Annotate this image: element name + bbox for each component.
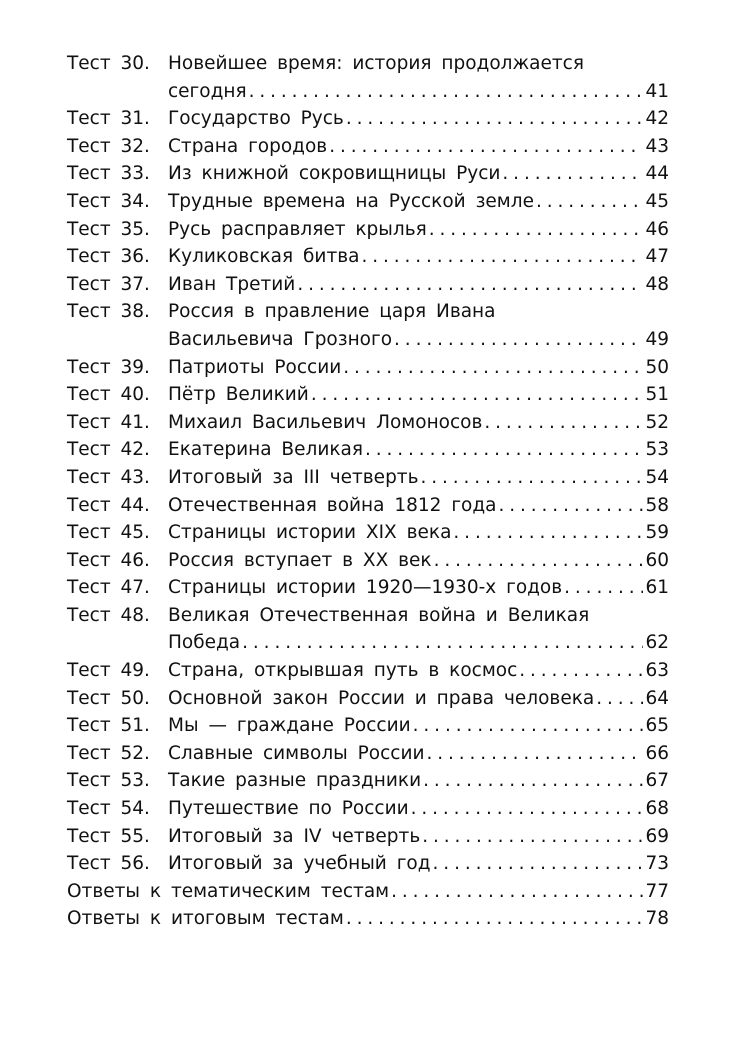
toc-entry[interactable] bbox=[67, 133, 669, 161]
toc-entry-page-number: 66 bbox=[645, 742, 669, 764]
toc-entry-number: Тест 35. bbox=[67, 218, 150, 240]
toc-entry-number: Тест 52. bbox=[67, 742, 150, 764]
toc-entry-title: Ответы к тематическим тестам bbox=[67, 880, 390, 902]
toc-entry-number: Тест 55. bbox=[67, 825, 150, 847]
toc-entry-body bbox=[67, 574, 669, 602]
toc-entry-number: Тест 54. bbox=[67, 798, 150, 820]
toc-entry-number: Тест 30. bbox=[67, 53, 150, 74]
dot-leader bbox=[596, 685, 643, 713]
toc-entry-last-line bbox=[67, 878, 669, 906]
toc-entry-body bbox=[67, 50, 669, 105]
toc-entry-last-line bbox=[168, 629, 669, 657]
toc-entry[interactable] bbox=[67, 795, 669, 823]
toc-entry-page-number: 45 bbox=[645, 190, 669, 212]
toc-entry[interactable] bbox=[67, 657, 669, 685]
toc-entry-last-line bbox=[168, 492, 669, 520]
dot-leader bbox=[391, 878, 643, 906]
toc-entry-last-line bbox=[168, 823, 669, 851]
toc-entry[interactable] bbox=[67, 298, 669, 353]
toc-entry-title: Екатерина Великая bbox=[168, 439, 363, 461]
toc-entry[interactable] bbox=[67, 354, 669, 382]
toc-entry[interactable] bbox=[67, 436, 669, 464]
toc-entry-title: Ответы к итоговым тестам bbox=[67, 908, 344, 930]
dot-leader bbox=[394, 326, 643, 354]
dot-leader bbox=[346, 105, 644, 133]
toc-entry-page-number: 53 bbox=[645, 439, 669, 461]
toc-entry-title: Страна, открывшая путь в космос bbox=[168, 660, 518, 682]
dot-leader bbox=[365, 436, 643, 464]
toc-entry[interactable] bbox=[67, 188, 669, 216]
toc-entry-page-number: 60 bbox=[645, 549, 669, 571]
toc-entry[interactable] bbox=[67, 850, 669, 878]
toc-entry[interactable] bbox=[67, 105, 669, 133]
dot-leader bbox=[329, 133, 643, 161]
toc-entry-title: Итоговый за III четверть bbox=[168, 466, 419, 488]
toc-entry-title: Из книжной сокровищницы Руси bbox=[168, 163, 501, 185]
toc-entry-page-number: 42 bbox=[645, 108, 669, 130]
toc-entry-title: Пётр Великий bbox=[168, 384, 309, 406]
toc-entry[interactable] bbox=[67, 823, 669, 851]
dot-leader bbox=[422, 823, 643, 851]
toc-entry-title-line: Великая Отечественная война и Великая bbox=[168, 604, 590, 626]
toc-entry-last-line bbox=[168, 409, 669, 437]
toc-entry-number: Тест 37. bbox=[67, 273, 150, 295]
toc-entry-title-line: Россия в правление царя Ивана bbox=[168, 301, 496, 323]
dot-leader bbox=[343, 354, 643, 382]
dot-leader bbox=[429, 216, 644, 244]
toc-entry-last-line bbox=[168, 188, 669, 216]
toc-entry-body bbox=[67, 878, 669, 906]
toc-entry-number: Тест 33. bbox=[67, 163, 150, 185]
toc-entry-page-number: 62 bbox=[645, 632, 669, 654]
toc-entry-body bbox=[67, 767, 669, 795]
toc-entry-body bbox=[67, 602, 669, 657]
dot-leader bbox=[361, 243, 643, 271]
toc-entry-body bbox=[67, 216, 669, 244]
toc-entry-body bbox=[67, 188, 669, 216]
toc-entry-body bbox=[67, 271, 669, 299]
toc-entry[interactable] bbox=[67, 381, 669, 409]
toc-entry[interactable] bbox=[67, 767, 669, 795]
toc-entry-title: Трудные времена на Русской земле bbox=[168, 190, 534, 212]
toc-entry-body bbox=[67, 519, 669, 547]
toc-entry-page-number: 63 bbox=[645, 660, 669, 682]
toc-entry-page-number: 43 bbox=[645, 135, 669, 157]
toc-entry-page-number: 52 bbox=[645, 411, 669, 433]
toc-entry-title: Куликовская битва bbox=[168, 246, 360, 268]
toc-entry-title: Мы — граждане России bbox=[168, 715, 411, 737]
toc-entry-page-number: 64 bbox=[645, 687, 669, 709]
toc-entry[interactable] bbox=[67, 409, 669, 437]
toc-entry-number: Тест 44. bbox=[67, 494, 150, 516]
toc-entry-last-line bbox=[168, 243, 669, 271]
toc-entry-number: Тест 48. bbox=[67, 604, 150, 626]
dot-leader bbox=[427, 740, 644, 768]
toc-entry-page-number: 77 bbox=[645, 880, 669, 902]
toc-entry-number: Тест 56. bbox=[67, 853, 150, 875]
toc-entry[interactable] bbox=[67, 243, 669, 271]
toc-entry-body bbox=[67, 243, 669, 271]
dot-leader bbox=[433, 850, 644, 878]
toc-entry-title: Победа bbox=[168, 632, 241, 654]
toc-entry-title: Основной закон России и права человека bbox=[168, 687, 595, 709]
toc-entry-number: Тест 36. bbox=[67, 246, 150, 268]
toc-entry-last-line bbox=[168, 850, 669, 878]
toc-entry-body bbox=[67, 712, 669, 740]
toc-entry-page-number: 58 bbox=[645, 494, 669, 516]
toc-entry-page-number: 73 bbox=[645, 853, 669, 875]
toc-entry-body bbox=[67, 464, 669, 492]
dot-leader bbox=[434, 547, 644, 575]
toc-entry[interactable] bbox=[67, 712, 669, 740]
toc-entry-last-line bbox=[168, 381, 669, 409]
toc-entry-title: Иван Третий bbox=[168, 273, 296, 295]
toc-entry-last-line bbox=[168, 133, 669, 161]
dot-leader bbox=[411, 795, 644, 823]
toc-entry[interactable] bbox=[67, 271, 669, 299]
toc-entry-last-line bbox=[168, 740, 669, 768]
toc-entry[interactable] bbox=[67, 602, 669, 657]
toc-entry-last-line bbox=[168, 712, 669, 740]
dot-leader bbox=[536, 188, 643, 216]
toc-entry-page-number: 69 bbox=[645, 825, 669, 847]
toc-entry-title: Славные символы России bbox=[168, 742, 425, 764]
toc-entry-body bbox=[67, 657, 669, 685]
toc-entry-last-line bbox=[168, 78, 669, 106]
toc-entry-page-number: 41 bbox=[645, 80, 669, 102]
dot-leader bbox=[423, 767, 643, 795]
toc-entry-number: Тест 31. bbox=[67, 108, 150, 130]
toc-entry-body bbox=[67, 685, 669, 713]
dot-leader bbox=[421, 464, 644, 492]
toc-entry-number: Тест 45. bbox=[67, 522, 150, 544]
toc-entry-body bbox=[67, 381, 669, 409]
toc-entry-page-number: 65 bbox=[645, 715, 669, 737]
toc-entry[interactable] bbox=[67, 492, 669, 520]
toc-entry-last-line bbox=[168, 574, 669, 602]
toc-entry[interactable] bbox=[67, 878, 669, 906]
toc-entry-body bbox=[67, 298, 669, 353]
toc-entry-body bbox=[67, 160, 669, 188]
toc-entry-title: Михаил Васильевич Ломоносов bbox=[168, 411, 483, 433]
toc-entry-last-line bbox=[168, 657, 669, 685]
toc-entry-page-number: 46 bbox=[645, 218, 669, 240]
table-of-contents bbox=[67, 50, 669, 933]
toc-entry-title: Страна городов bbox=[168, 135, 328, 157]
toc-entry-body bbox=[67, 850, 669, 878]
toc-entry-last-line bbox=[168, 216, 669, 244]
toc-entry-page-number: 47 bbox=[645, 246, 669, 268]
dot-leader bbox=[484, 409, 643, 437]
toc-entry-title: Такие разные праздники bbox=[168, 770, 422, 792]
toc-entry-number: Тест 53. bbox=[67, 770, 150, 792]
dot-leader bbox=[242, 629, 643, 657]
toc-entry-title-line: Новейшее время: история продолжается bbox=[168, 53, 584, 74]
toc-entry-number: Тест 46. bbox=[67, 549, 150, 571]
toc-entry-title: Россия вступает в XX век bbox=[168, 549, 432, 571]
dot-leader bbox=[413, 712, 644, 740]
toc-entry-title: Страницы истории 1920—1930-х годов bbox=[168, 577, 563, 599]
toc-entry-title: Путешествие по России bbox=[168, 798, 409, 820]
toc-entry-number: Тест 42. bbox=[67, 439, 150, 461]
toc-entry[interactable] bbox=[67, 685, 669, 713]
toc-entry-last-line bbox=[168, 105, 669, 133]
toc-entry-last-line bbox=[168, 160, 669, 188]
toc-entry-last-line bbox=[168, 519, 669, 547]
toc-entry-body bbox=[67, 409, 669, 437]
toc-entry-body bbox=[67, 492, 669, 520]
toc-entry-body bbox=[67, 823, 669, 851]
toc-entry-number: Тест 47. bbox=[67, 577, 150, 599]
toc-entry-page-number: 50 bbox=[645, 356, 669, 378]
toc-entry-number: Тест 39. bbox=[67, 356, 150, 378]
toc-entry-last-line bbox=[168, 271, 669, 299]
toc-entry-number: Тест 40. bbox=[67, 384, 150, 406]
toc-entry-body bbox=[67, 740, 669, 768]
toc-entry-page-number: 49 bbox=[645, 328, 669, 350]
toc-entry-body bbox=[67, 795, 669, 823]
toc-entry-title: Патриоты России bbox=[168, 356, 342, 378]
toc-entry-last-line bbox=[168, 685, 669, 713]
toc-entry[interactable] bbox=[67, 519, 669, 547]
toc-entry-number: Тест 38. bbox=[67, 301, 150, 323]
toc-entry-page-number: 48 bbox=[645, 273, 669, 295]
toc-entry-title: Страницы истории XIX века bbox=[168, 522, 452, 544]
toc-entry-title: Итоговый за учебный год bbox=[168, 853, 431, 875]
toc-entry-body bbox=[67, 105, 669, 133]
dot-leader bbox=[519, 657, 643, 685]
toc-entry-title: Государство Русь bbox=[168, 108, 344, 130]
toc-entry-last-line bbox=[168, 547, 669, 575]
toc-entry-number: Тест 50. bbox=[67, 687, 150, 709]
toc-entry-last-line bbox=[168, 795, 669, 823]
toc-entry-title: Русь расправляет крылья bbox=[168, 218, 427, 240]
toc-entry-last-line bbox=[168, 436, 669, 464]
toc-entry-title: Васильевича Грозного bbox=[168, 328, 393, 350]
toc-entry-body bbox=[67, 133, 669, 161]
toc-entry-page-number: 67 bbox=[645, 770, 669, 792]
toc-entry-last-line bbox=[168, 354, 669, 382]
toc-entry-body bbox=[67, 905, 669, 933]
dot-leader bbox=[502, 160, 643, 188]
toc-entry-number: Тест 49. bbox=[67, 660, 150, 682]
toc-entry-last-line bbox=[168, 326, 669, 354]
toc-entry-number: Тест 51. bbox=[67, 715, 150, 737]
toc-entry[interactable] bbox=[67, 574, 669, 602]
toc-entry[interactable] bbox=[67, 547, 669, 575]
toc-entry-page-number: 44 bbox=[645, 163, 669, 185]
toc-entry-page-number: 51 bbox=[645, 384, 669, 406]
toc-entry-number: Тест 32. bbox=[67, 135, 150, 157]
dot-leader bbox=[564, 574, 643, 602]
toc-entry-page-number: 78 bbox=[645, 908, 669, 930]
toc-entry-page-number: 54 bbox=[645, 466, 669, 488]
toc-entry-title: сегодня bbox=[168, 80, 247, 102]
toc-entry-body bbox=[67, 354, 669, 382]
dot-leader bbox=[311, 381, 644, 409]
toc-entry-number: Тест 41. bbox=[67, 411, 150, 433]
toc-entry-title: Итоговый за IV четверть bbox=[168, 825, 421, 847]
toc-entry-number: Тест 34. bbox=[67, 190, 150, 212]
toc-entry[interactable] bbox=[67, 160, 669, 188]
toc-entry[interactable] bbox=[67, 905, 669, 933]
dot-leader bbox=[249, 78, 644, 106]
toc-entry-body bbox=[67, 547, 669, 575]
toc-entry[interactable] bbox=[67, 464, 669, 492]
toc-entry[interactable] bbox=[67, 50, 669, 105]
dot-leader bbox=[346, 905, 644, 933]
toc-entry-last-line bbox=[67, 905, 669, 933]
toc-entry-last-line bbox=[168, 767, 669, 795]
toc-entry-number: Тест 43. bbox=[67, 466, 150, 488]
toc-entry[interactable] bbox=[67, 216, 669, 244]
toc-entry-last-line bbox=[168, 464, 669, 492]
toc-entry-body bbox=[67, 436, 669, 464]
toc-entry-page-number: 61 bbox=[645, 577, 669, 599]
dot-leader bbox=[297, 271, 643, 299]
toc-entry-page-number: 59 bbox=[645, 522, 669, 544]
toc-entry[interactable] bbox=[67, 740, 669, 768]
dot-leader bbox=[453, 519, 643, 547]
toc-entry-page-number: 68 bbox=[645, 798, 669, 820]
toc-entry-title: Отечественная война 1812 года bbox=[168, 494, 497, 516]
dot-leader bbox=[499, 492, 644, 520]
